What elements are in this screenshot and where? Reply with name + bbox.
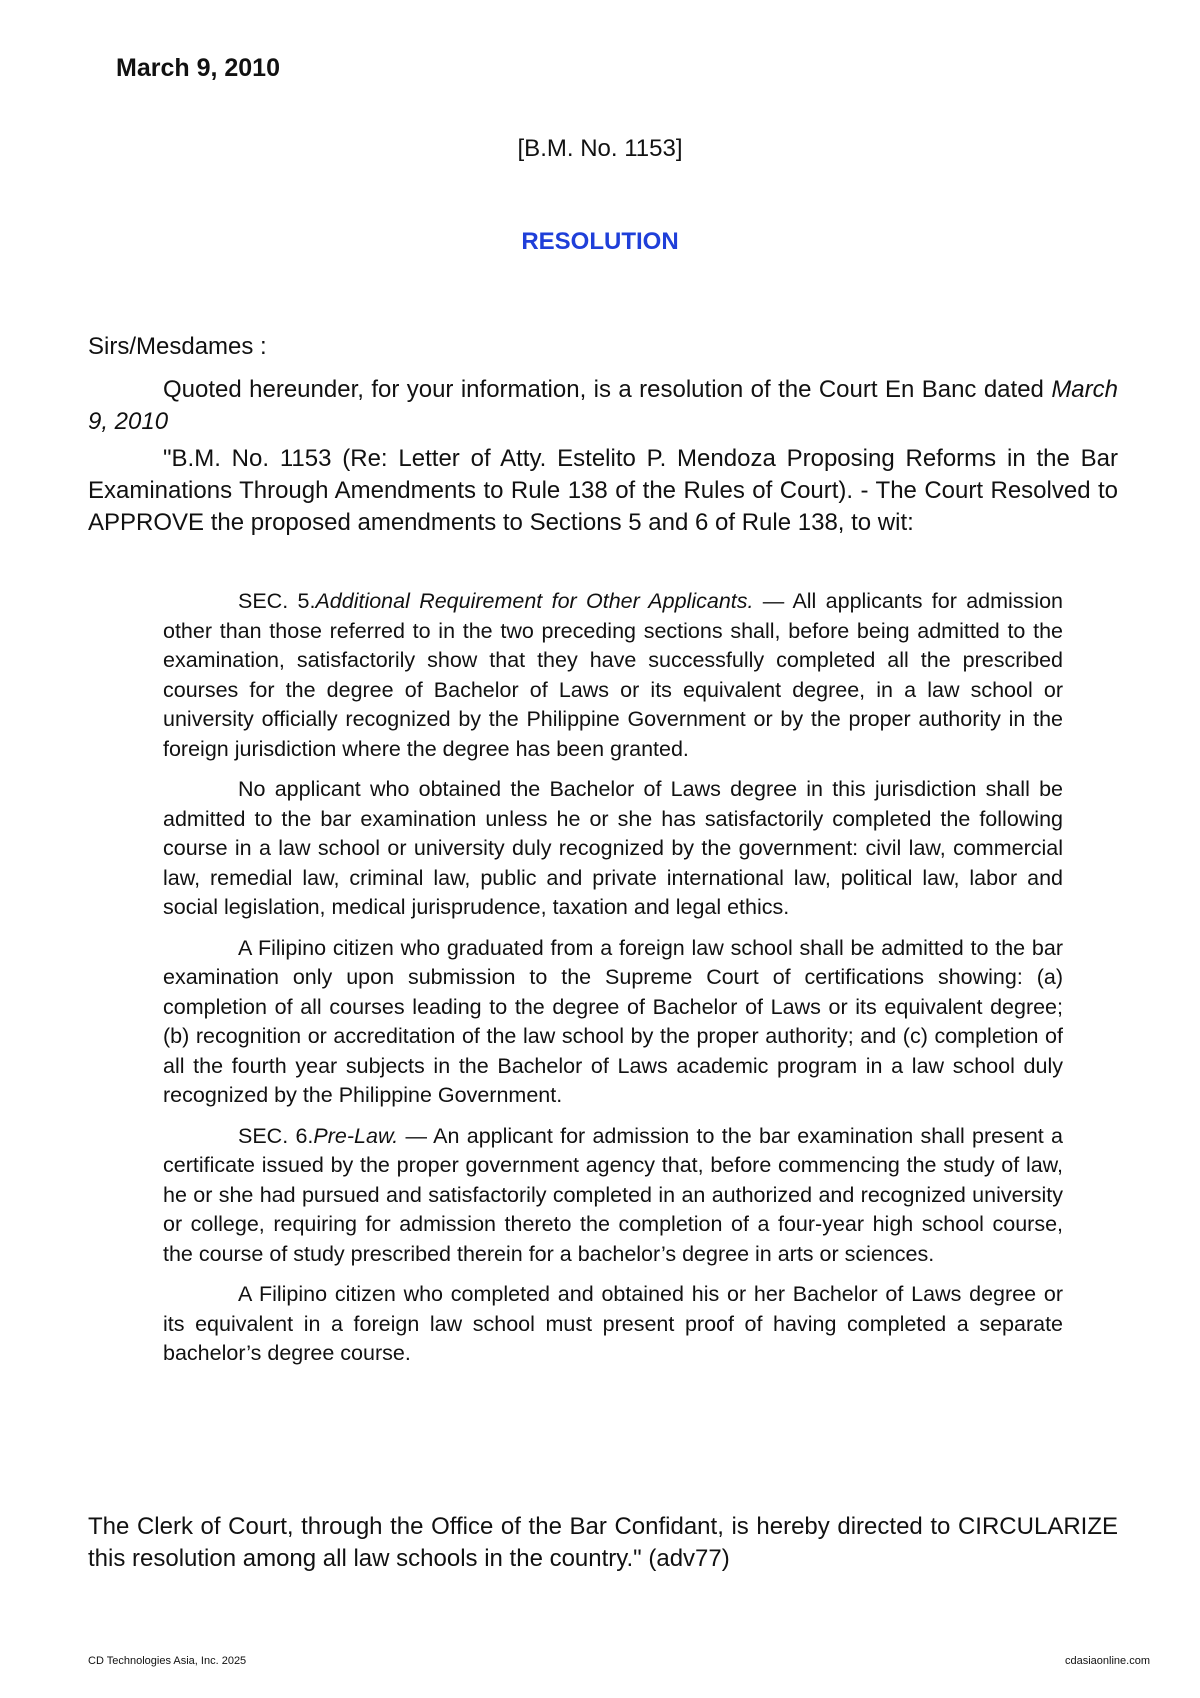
sec6-label: SEC. 6.	[238, 1123, 314, 1148]
footer-website: cdasiaonline.com	[1065, 1655, 1150, 1667]
sec6-text: — An applicant for admission to the bar examination shall present a certificate issued by the proper government agency that, before commencing the study of law, he or she had pursued and satisfactorily completed in an authorized and recognized university or college, requiring for admission thereto the completion of a four-year high school course, the course of study prescribed therein for a bachelor’s degree in arts or sciences.	[163, 1123, 1063, 1266]
sec5-label: SEC. 5.	[238, 589, 316, 613]
sec5-paragraph-3: A Filipino citizen who graduated from a foreign law school shall be admitted to the bar examination only upon submission to the Supreme Court of certifications showing: (a) completion of all courses leading to the degree of Bachelor of Laws or its equivalent degree; (b) recognition or accreditation of the law school by the proper authority; and (c) completion of all the fourth year subjects in the Bachelor of Laws academic program in a law school duly recognized by the Philippine Government.	[163, 935, 1063, 1107]
document-title: RESOLUTION	[521, 228, 679, 255]
sec6-title: Pre-Law.	[313, 1123, 399, 1148]
sec5-paragraph	[163, 587, 1063, 764]
sec5-title: Additional Requirement for Other Applicants.	[315, 589, 754, 613]
resolution-paragraph: "B.M. No. 1153 (Re: Letter of Atty. Estelito P. Mendoza Proposing Reforms in the Bar Examinations Through Amendments to Rule 138 of the Rules of Court). - The Court Resolved to APPROVE the proposed amendments to Sections 5 and 6 of Rule 138, to wit:	[88, 445, 1118, 536]
intro-date: March 9, 2010	[88, 376, 1118, 435]
resolution-body	[88, 331, 1118, 539]
quoted-amendments	[163, 587, 1063, 1380]
salutation: Sirs/Mesdames :	[88, 333, 267, 360]
sec6-paragraph-2: A Filipino citizen who completed and obtained his or her Bachelor of Laws degree or its equivalent in a foreign law school must present proof of having completed a separate bachelor’s degree course.	[163, 1282, 1063, 1365]
docket-number: [B.M. No. 1153]	[517, 135, 683, 162]
document-date: March 9, 2010	[116, 54, 280, 82]
footer-copyright: CD Technologies Asia, Inc. 2025	[88, 1655, 247, 1667]
sec5-text: — All applicants for admission other than those referred to in the two preceding sections shall, before being admitted to the examination, satisfactorily show that they have successfully completed all the prescribed courses for the degree of Bachelor of Laws or its equivalent degree, in a law school or university officially recognized by the Philippine Government or by the proper authority in the foreign jurisdiction where the degree has been granted.	[163, 589, 1063, 761]
intro-paragraph	[88, 374, 1118, 438]
intro-text: Quoted hereunder, for your information, is a resolution of the Court En Banc dated	[163, 376, 1052, 403]
closing-paragraph: The Clerk of Court, through the Office of the Bar Confidant, is hereby directed to CIRCULARIZE this resolution among all law schools in the country." (adv77)	[88, 1513, 1118, 1572]
sec5-paragraph-2: No applicant who obtained the Bachelor of Laws degree in this jurisdiction shall be admitted to the bar examination unless he or she has satisfactorily completed the following course in a law school or university duly recognized by the government: civil law, commercial law, remedial law, criminal law, public and private international law, political law, labor and social legislation, medical jurisprudence, taxation and legal ethics.	[163, 777, 1063, 919]
sec6-paragraph	[163, 1122, 1063, 1270]
